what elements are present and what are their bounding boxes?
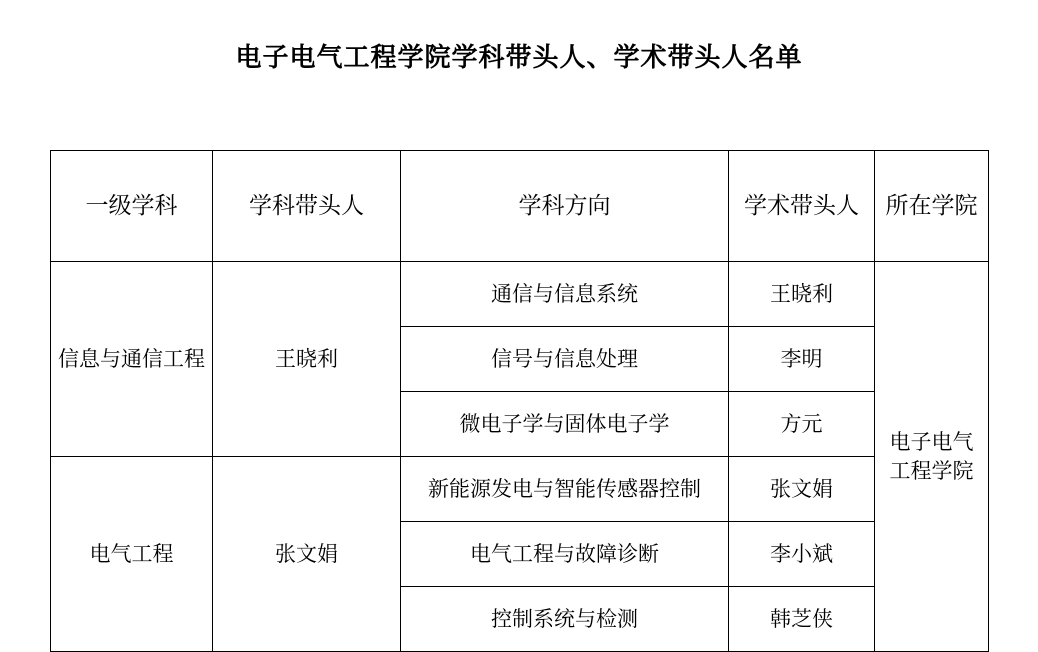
- college-line-2: 工程学院: [889, 458, 974, 483]
- cell-academic-leader: 李明: [729, 327, 875, 392]
- cell-discipline: 信息与通信工程: [51, 262, 213, 457]
- cell-discipline-leader: 张文娟: [213, 457, 401, 652]
- cell-direction: 通信与信息系统: [401, 262, 729, 327]
- table-row: [51, 457, 989, 522]
- cell-discipline: 电气工程: [51, 457, 213, 652]
- table-header-row: [51, 151, 989, 262]
- page-title: 电子电气工程学院学科带头人、学术带头人名单: [235, 43, 803, 72]
- cell-direction: 微电子学与固体电子学: [401, 392, 729, 457]
- column-header-direction: 学科方向: [401, 151, 729, 262]
- table-row: [51, 262, 989, 327]
- cell-academic-leader: 张文娟: [729, 457, 875, 522]
- cell-direction: 控制系统与检测: [401, 587, 729, 652]
- cell-academic-leader: 李小斌: [729, 522, 875, 587]
- cell-college: [875, 262, 989, 652]
- cell-discipline-leader: 王晓利: [213, 262, 401, 457]
- cell-direction: 新能源发电与智能传感器控制: [401, 457, 729, 522]
- roster-table-container: [50, 150, 988, 652]
- cell-direction: 电气工程与故障诊断: [401, 522, 729, 587]
- document-page: [0, 42, 1038, 633]
- column-header-discipline: 一级学科: [51, 151, 213, 262]
- cell-academic-leader: 韩芝侠: [729, 587, 875, 652]
- college-line-1: 电子电气: [889, 430, 974, 455]
- column-header-academic-leader: 学术带头人: [729, 151, 875, 262]
- cell-direction: 信号与信息处理: [401, 327, 729, 392]
- cell-academic-leader: 王晓利: [729, 262, 875, 327]
- column-header-college: 所在学院: [875, 151, 989, 262]
- cell-academic-leader: 方元: [729, 392, 875, 457]
- column-header-discipline-leader: 学科带头人: [213, 151, 401, 262]
- roster-table: [50, 150, 989, 652]
